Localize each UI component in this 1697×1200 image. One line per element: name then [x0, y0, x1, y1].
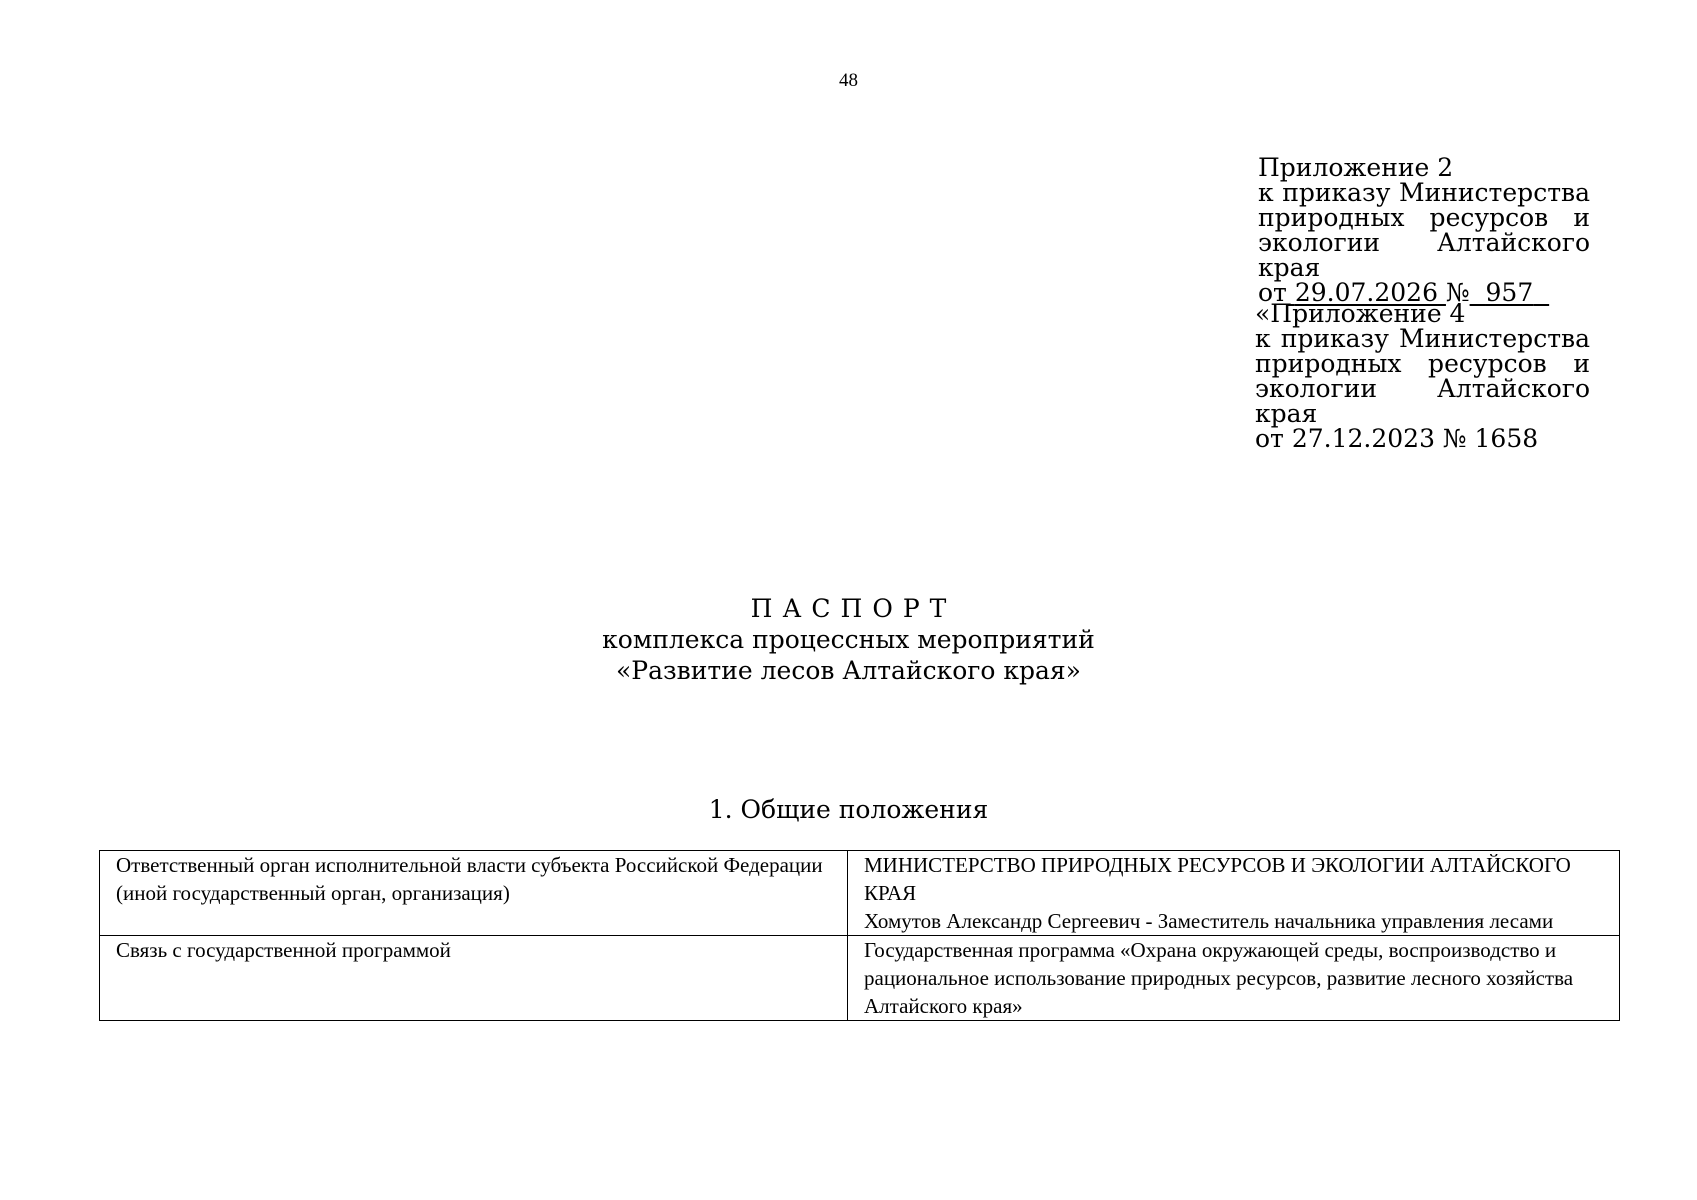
responsible-organization: МИНИСТЕРСТВО ПРИРОДНЫХ РЕСУРСОВ И ЭКОЛОГИИ АЛТАЙСКОГО КРАЯ: [864, 853, 1571, 905]
appendix-current-block: [1258, 155, 1590, 305]
state-program: Государственная программа «Охрана окружающей среды, воспроизводство и рациональное использование природных ресурсов, развитие лесного хозяйства Алтайского края»: [864, 938, 1574, 1018]
general-provisions-table: [99, 850, 1620, 1021]
appendix-current-line: природных ресурсов и: [1258, 203, 1590, 232]
appendix-previous-date-line: от 27.12.2023 № 1658: [1255, 424, 1539, 453]
table-row: [100, 851, 1620, 936]
table-cell-value: [848, 851, 1620, 936]
page-number: 48: [839, 70, 858, 91]
passport-heading: [0, 593, 1697, 686]
passport-name: «Развитие лесов Алтайского края»: [616, 656, 1081, 685]
appendix-previous-line: к приказу Министерства: [1255, 324, 1590, 353]
appendix-previous-line: природных ресурсов и: [1255, 349, 1590, 378]
appendix-previous-line: экологии Алтайского края: [1255, 374, 1590, 428]
passport-subtitle: комплекса процессных мероприятий: [602, 625, 1095, 654]
table-cell-label: Связь с государственной программой: [100, 936, 848, 1021]
table-row: [100, 936, 1620, 1021]
responsible-person: Хомутов Александр Сергеевич - Заместитель начальника управления лесами: [864, 909, 1554, 933]
table-cell-label: Ответственный орган исполнительной власти субъекта Российской Федерации (иной государственный орган, организация): [100, 851, 848, 936]
order-number: 957: [1485, 278, 1534, 307]
appendix-current-title: Приложение 2: [1258, 153, 1454, 182]
section-heading: 1. Общие положения: [708, 795, 989, 824]
order-date: 29.07.2026: [1294, 278, 1438, 307]
number-sign: №: [1445, 278, 1470, 307]
appendix-current-line: экологии Алтайского края: [1258, 228, 1590, 282]
passport-title: ПАСПОРТ: [750, 594, 957, 623]
appendix-previous-block: [1255, 301, 1590, 451]
table-cell-value: [848, 936, 1620, 1021]
appendix-previous-title: «Приложение 4: [1255, 299, 1466, 328]
date-prefix: от: [1258, 278, 1287, 307]
appendix-current-line: к приказу Министерства: [1258, 178, 1590, 207]
